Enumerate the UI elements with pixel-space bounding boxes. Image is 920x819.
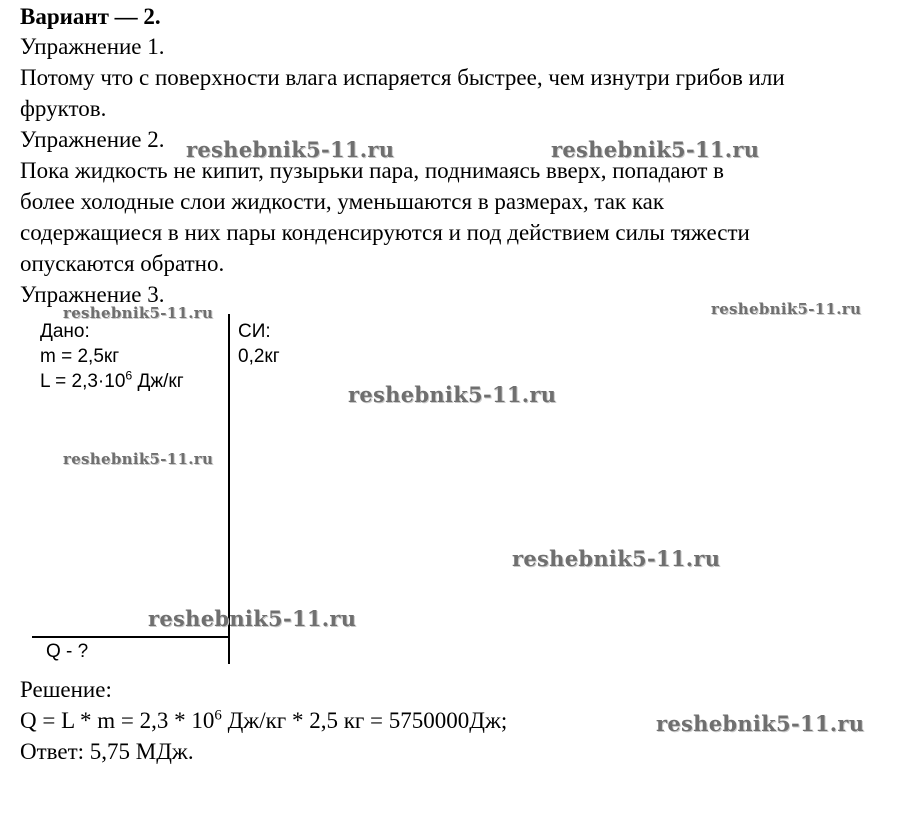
watermark: reshebnik5-11.ru — [551, 137, 760, 162]
given-latent-heat-prefix: L = 2,3·10 — [40, 371, 126, 392]
si-label: СИ: — [238, 321, 271, 342]
given-latent-heat-exponent: 6 — [125, 368, 133, 383]
watermark: reshebnik5-11.ru — [512, 546, 721, 571]
solution-formula-exponent: 6 — [214, 707, 222, 724]
watermark: reshebnik5-11.ru — [63, 450, 214, 468]
given-mass: m = 2,5кг — [40, 346, 120, 367]
solution-formula — [20, 706, 507, 736]
exercise-2-text-line-3: содержащиеся в них пары конденсируются и под действием силы тяжести — [20, 220, 750, 245]
given-divider-horizontal — [32, 636, 230, 638]
exercise-2-heading: Упражнение 2. — [20, 127, 165, 152]
exercise-2-text-line-2: более холодные слои жидкости, уменьшаются в размерах, так как — [20, 189, 665, 214]
solution-formula-suffix: Дж/кг * 2,5 кг = 5750000Дж; — [221, 708, 508, 733]
exercise-1-heading: Упражнение 1. — [20, 34, 165, 59]
exercise-1-text-line-2: фруктов. — [20, 96, 107, 121]
watermark: reshebnik5-11.ru — [148, 606, 357, 631]
exercise-2-text-line-4: опускаются обратно. — [20, 251, 225, 276]
exercise-1-text-line-1: Потому что с поверхности влага испаряется быстрее, чем изнутри грибов или — [20, 65, 785, 90]
exercise-3-heading: Упражнение 3. — [20, 282, 165, 307]
given-latent-heat-unit: Дж/кг — [132, 371, 184, 392]
watermark: reshebnik5-11.ru — [656, 711, 865, 736]
si-value: 0,2кг — [238, 346, 280, 367]
watermark: reshebnik5-11.ru — [348, 382, 557, 407]
exercise-2-text-line-1: Пока жидкость не кипит, пузырьки пара, поднимаясь вверх, попадают в — [20, 158, 725, 183]
given-latent-heat — [40, 370, 184, 394]
watermark: reshebnik5-11.ru — [63, 304, 214, 322]
variant-title: Вариант — 2. — [20, 4, 161, 29]
watermark: reshebnik5-11.ru — [711, 300, 862, 318]
find-quantity: Q - ? — [46, 641, 89, 662]
solution-label: Решение: — [20, 677, 112, 702]
solution-formula-prefix: Q = L * m = 2,3 * 10 — [20, 708, 215, 733]
answer: Ответ: 5,75 МДж. — [20, 739, 194, 764]
watermark: reshebnik5-11.ru — [186, 137, 395, 162]
given-label: Дано: — [40, 321, 90, 342]
